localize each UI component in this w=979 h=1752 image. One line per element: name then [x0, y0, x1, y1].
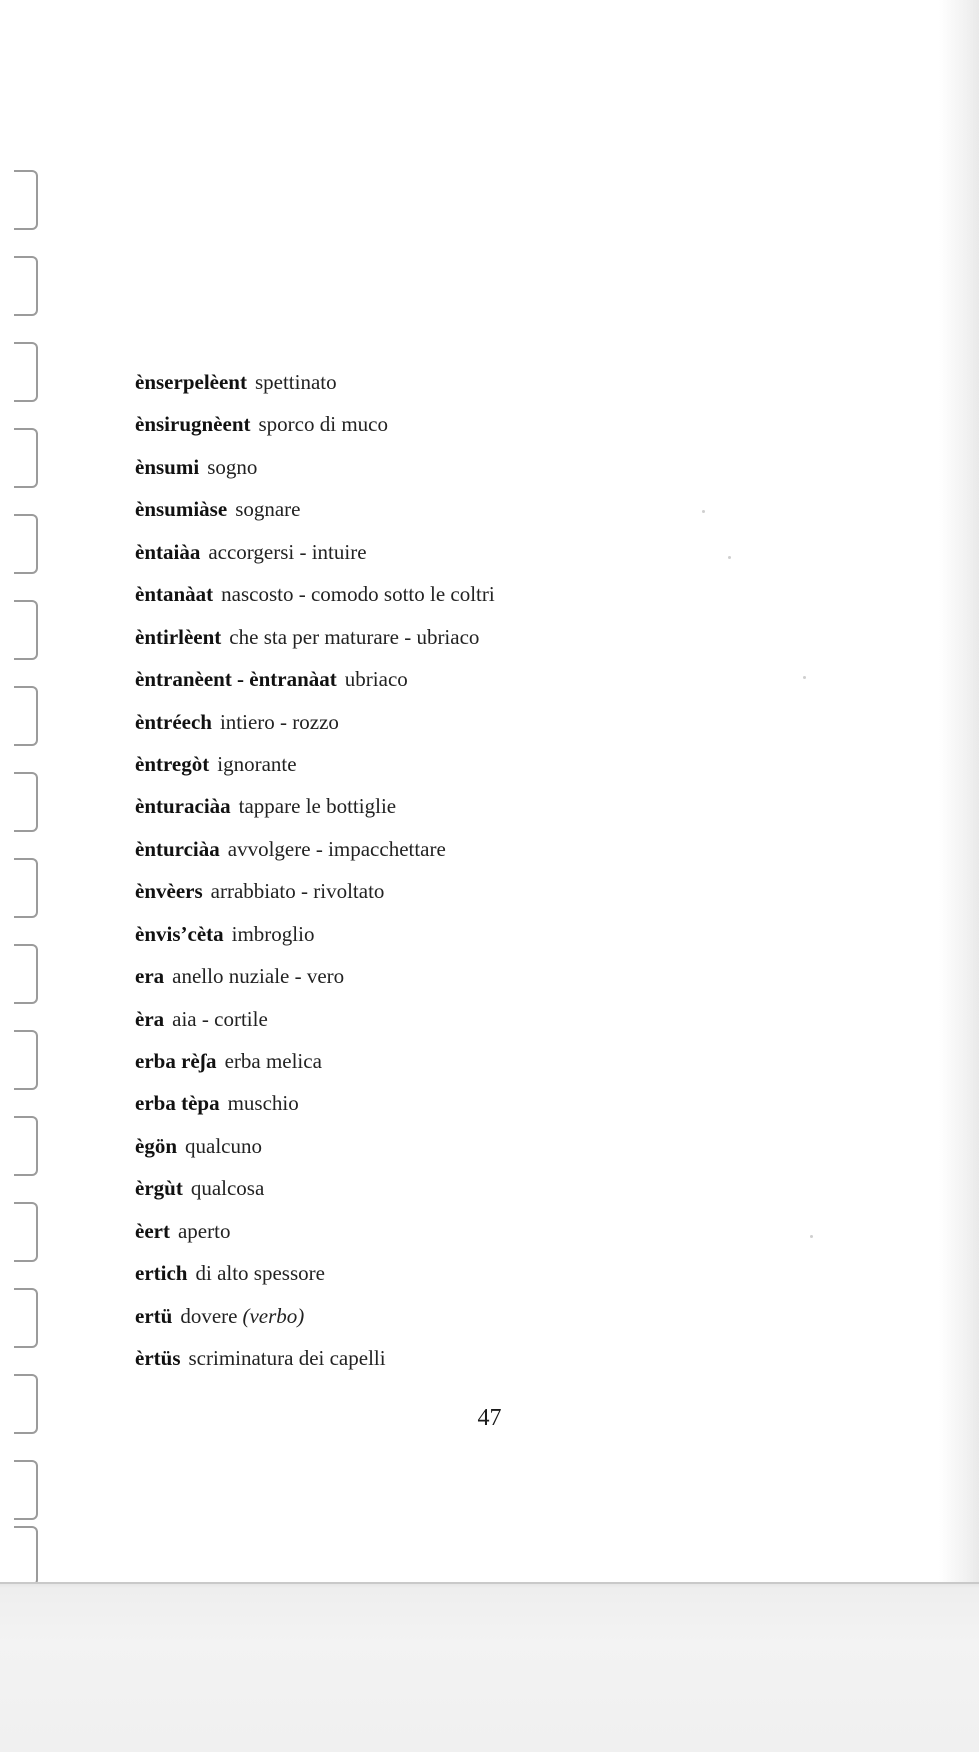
entry-term: ènvis’cèta	[135, 921, 224, 946]
glossary-entry	[135, 955, 895, 997]
binding-ring	[14, 256, 38, 316]
glossary-entry	[135, 616, 895, 658]
entry-definition: erba melica	[224, 1049, 322, 1073]
entry-definition: qualcuno	[185, 1133, 262, 1158]
glossary-entry	[135, 1252, 895, 1294]
entry-definition: scriminatura dei capelli	[188, 1346, 386, 1371]
binding-ring	[14, 686, 38, 746]
binding-ring	[14, 428, 38, 488]
glossary-entry	[135, 913, 895, 955]
glossary-entry	[135, 701, 895, 743]
glossary-entry	[135, 531, 895, 573]
entry-term: èntréech	[135, 709, 212, 734]
glossary-entry	[135, 1125, 895, 1167]
page-bottom-edge	[0, 1582, 979, 1584]
entry-term: ènsumi	[135, 454, 200, 479]
glossary-entry	[135, 1337, 895, 1379]
glossary-entry-list	[135, 361, 895, 1380]
entry-definition: aperto	[177, 1218, 231, 1243]
entry-term: èntregòt	[135, 751, 210, 776]
entry-term: ènvèers	[135, 879, 203, 904]
entry-definition: spettinato	[254, 370, 337, 394]
entry-definition: ubriaco	[344, 667, 408, 692]
glossary-entry	[135, 1295, 895, 1337]
entry-term: erba tèpa	[135, 1091, 220, 1116]
entry-definition: sporco di muco	[258, 412, 388, 437]
binding-ring	[14, 600, 38, 660]
glossary-entry	[135, 743, 895, 785]
entry-definition: che sta per maturare - ubriaco	[229, 624, 480, 649]
entry-term: èntaiàa	[135, 539, 201, 564]
entry-definition: sogno	[207, 454, 258, 479]
entry-term: èntranèent - èntranàat	[135, 667, 337, 692]
glossary-entry	[135, 446, 895, 488]
glossary-entry	[135, 488, 895, 530]
entry-term: èntanàat	[135, 582, 214, 607]
binding-ring	[14, 858, 38, 918]
binding-ring	[14, 944, 38, 1004]
glossary-entry	[135, 1210, 895, 1252]
entry-term: èrgùt	[135, 1176, 183, 1201]
binding-ring	[14, 1288, 38, 1348]
entry-note: (verbo)	[242, 1303, 305, 1328]
binding-ring	[14, 1030, 38, 1090]
binding-ring	[14, 170, 38, 230]
entry-term: èert	[135, 1218, 170, 1243]
entry-term: ègön	[135, 1133, 177, 1158]
binding-ring	[14, 514, 38, 574]
binding-ring	[14, 1526, 38, 1586]
glossary-entry	[135, 1167, 895, 1209]
binding-ring	[14, 1116, 38, 1176]
binding-ring	[14, 772, 38, 832]
entry-term: ènturciàa	[135, 836, 220, 861]
glossary-entry	[135, 403, 895, 445]
binding-ring	[14, 1202, 38, 1262]
entry-term: erba rèʃa	[135, 1049, 217, 1073]
scan-bottom-area	[0, 1582, 979, 1752]
entry-definition: tappare le bottiglie	[238, 794, 397, 819]
page-edge-shadow	[939, 0, 979, 1585]
entry-term: ènsumiàse	[135, 497, 228, 522]
entry-definition: accorgersi - intuire	[208, 539, 367, 564]
glossary-entry	[135, 1040, 895, 1082]
entry-definition: avvolgere - impacchettare	[227, 836, 446, 861]
binding-rings	[14, 170, 44, 1590]
entry-term: era	[135, 964, 165, 989]
glossary-entry	[135, 658, 895, 700]
binding-ring	[14, 1460, 38, 1520]
binding-ring	[14, 342, 38, 402]
entry-term: ertich	[135, 1261, 188, 1286]
entry-definition: di alto spessore	[195, 1261, 325, 1286]
entry-definition: nascosto - comodo sotto le coltri	[221, 582, 495, 607]
entry-definition: anello nuziale - vero	[172, 964, 345, 989]
entry-definition: imbroglio	[231, 921, 315, 946]
entry-definition: arrabbiato - rivoltato	[210, 879, 385, 904]
entry-definition: muschio	[227, 1091, 299, 1116]
entry-term: èntirlèent	[135, 624, 222, 649]
page-number: 47	[477, 1405, 502, 1431]
entry-definition: dovere	[180, 1303, 238, 1328]
entry-term: ènserpelèent	[135, 370, 247, 394]
entry-term: èra	[135, 1006, 165, 1031]
entry-definition: intiero - rozzo	[219, 709, 339, 734]
glossary-entry	[135, 573, 895, 615]
glossary-entry	[135, 361, 895, 403]
entry-term: ertü	[135, 1303, 173, 1328]
entry-definition: aia - cortile	[172, 1006, 268, 1031]
entry-definition: sognare	[235, 497, 301, 522]
glossary-entry	[135, 998, 895, 1040]
glossary-entry	[135, 1082, 895, 1124]
glossary-entry	[135, 828, 895, 870]
glossary-entry	[135, 785, 895, 827]
glossary-entry	[135, 870, 895, 912]
entry-term: ènturaciàa	[135, 794, 231, 819]
entry-term: èrtüs	[135, 1346, 181, 1371]
entry-definition: ignorante	[217, 751, 297, 776]
entry-definition: qualcosa	[190, 1176, 265, 1201]
entry-term: ènsirugnèent	[135, 412, 251, 437]
